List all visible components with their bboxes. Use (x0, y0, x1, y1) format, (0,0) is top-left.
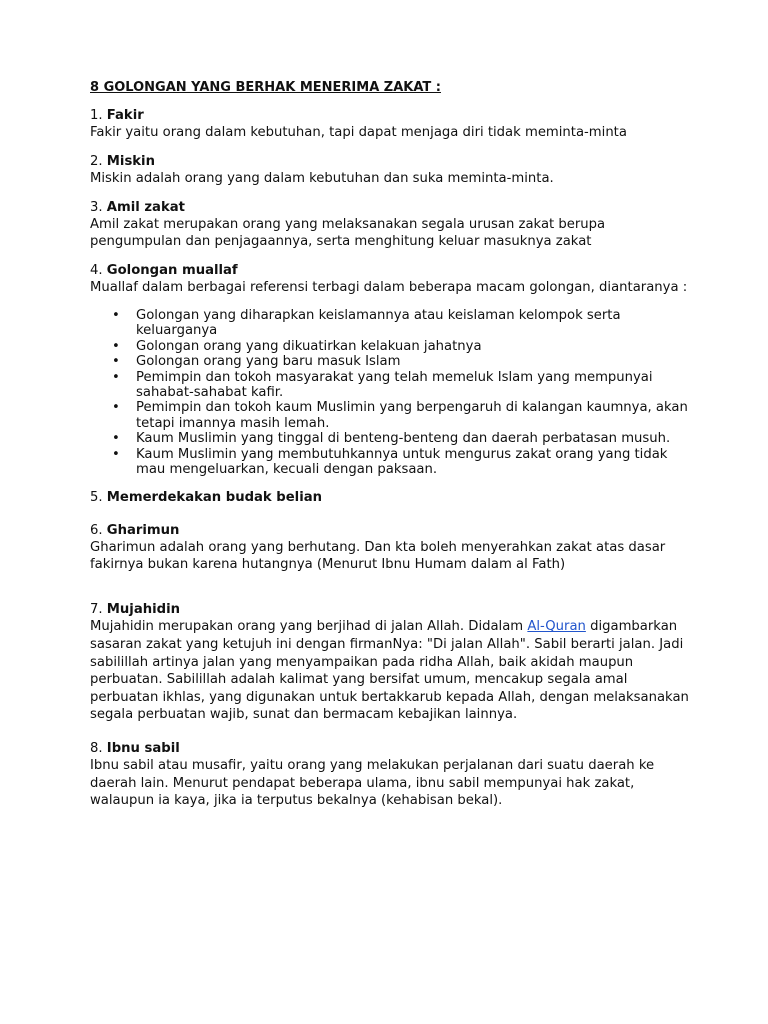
section-text: Fakir yaitu orang dalam kebutuhan, tapi dapat menjaga diri tidak meminta-minta (90, 125, 627, 140)
section-number: 7. (90, 602, 103, 618)
section-golongan-muallaf (90, 262, 690, 477)
section-number: 4. (90, 263, 103, 278)
section-number: 1. (90, 108, 103, 123)
section-mujahidin (90, 601, 690, 724)
list-item: • Kaum Muslimin yang membutuhkannya untuk mengurus zakat orang yang tidak mau mengeluarkan, kecuali dengan paksaan. (136, 447, 690, 478)
section-title: Ibnu sabil (106, 741, 180, 757)
section-text: Amil zakat merupakan orang yang melaksanakan segala urusan zakat berupa pengumpulan dan penjagaannya, serta menghitung keluar masuknya zakat (90, 217, 606, 249)
section-heading (90, 522, 690, 539)
section-amil-zakat (90, 199, 690, 250)
muallaf-list (90, 308, 690, 477)
section-miskin (90, 153, 690, 187)
section-title: Miskin (106, 154, 155, 169)
section-ibnu-sabil (90, 740, 690, 810)
section-text: Miskin adalah orang yang dalam kebutuhan dan suka meminta-minta. (90, 171, 554, 186)
section-memerdekakan-budak (90, 489, 690, 506)
list-item: • Golongan yang diharapkan keislamannya atau keislaman kelompok serta keluarganya (136, 308, 690, 339)
section-number: 3. (90, 200, 103, 215)
document-page (90, 79, 690, 822)
section-text: Muallaf dalam berbagai referensi terbagi dalam beberapa macam golongan, diantaranya : (90, 280, 688, 295)
section-number: 8. (90, 741, 103, 757)
list-item: • Pemimpin dan tokoh kaum Muslimin yang berpengaruh di kalangan kaumnya, akan tetapi imannya masih lemah. (136, 400, 690, 431)
section-text (90, 618, 690, 724)
section-heading (90, 740, 690, 757)
section-title: Memerdekakan budak belian (106, 490, 322, 506)
section-text: Gharimun adalah orang yang berhutang. Dan kta boleh menyerahkan zakat atas dasar fakirnya bukan karena hutangnya (Menurut Ibnu Humam dalam al Fath) (90, 540, 666, 573)
section-heading (90, 601, 690, 618)
section-heading (90, 489, 690, 506)
section-number: 2. (90, 154, 103, 169)
section-heading (90, 199, 690, 216)
section-title: Mujahidin (106, 602, 180, 618)
list-item: • Golongan orang yang baru masuk Islam (136, 354, 690, 369)
list-item: • Golongan orang yang dikuatirkan kelakuan jahatnya (136, 339, 690, 354)
section-title: Fakir (106, 108, 144, 123)
section-heading (90, 153, 690, 170)
list-item: • Kaum Muslimin yang tinggal di benteng-benteng dan daerah perbatasan musuh. (136, 431, 690, 446)
section-number: 5. (90, 490, 103, 506)
section-heading (90, 107, 690, 124)
text-before-link: Mujahidin merupakan orang yang berjihad di jalan Allah. Didalam (90, 619, 528, 635)
section-title: Golongan muallaf (106, 263, 238, 278)
section-text: Ibnu sabil atau musafir, yaitu orang yang melakukan perjalanan dari suatu daerah ke daerah lain. Menurut pendapat beberapa ulama, ibnu sabil mempunyai hak zakat, walaupun ia kaya, jika ia terputus bekalnya (kehabisan bekal). (90, 758, 655, 809)
section-title: Gharimun (106, 523, 180, 539)
document-title: 8 GOLONGAN YANG BERHAK MENERIMA ZAKAT : (90, 80, 441, 95)
section-gharimun (90, 522, 690, 573)
section-title: Amil zakat (106, 200, 185, 215)
text-after-link: digambarkan sasaran zakat yang ketujuh ini dengan firmanNya: "Di jalan Allah". Sabil berarti jalan. Jadi sabilillah artinya jalan yang menyampaikan pada ridha Allah, baik akidah maupun perbuatan. Sabilillah adalah kalimat yang bersifat umum, mencakup segala amal perbuatan ikhlas, yang digunakan untuk bertakkarub kepada Allah, dengan melaksanakan segala perbuatan wajib, sunat dan bermacam kebajikan lainnya. (90, 619, 689, 723)
section-fakir (90, 107, 690, 141)
section-heading (90, 262, 690, 279)
al-quran-link[interactable]: Al-Quran (527, 619, 586, 635)
section-number: 6. (90, 523, 103, 539)
list-item: • Pemimpin dan tokoh masyarakat yang telah memeluk Islam yang mempunyai sahabat-sahabat kafir. (136, 370, 690, 401)
